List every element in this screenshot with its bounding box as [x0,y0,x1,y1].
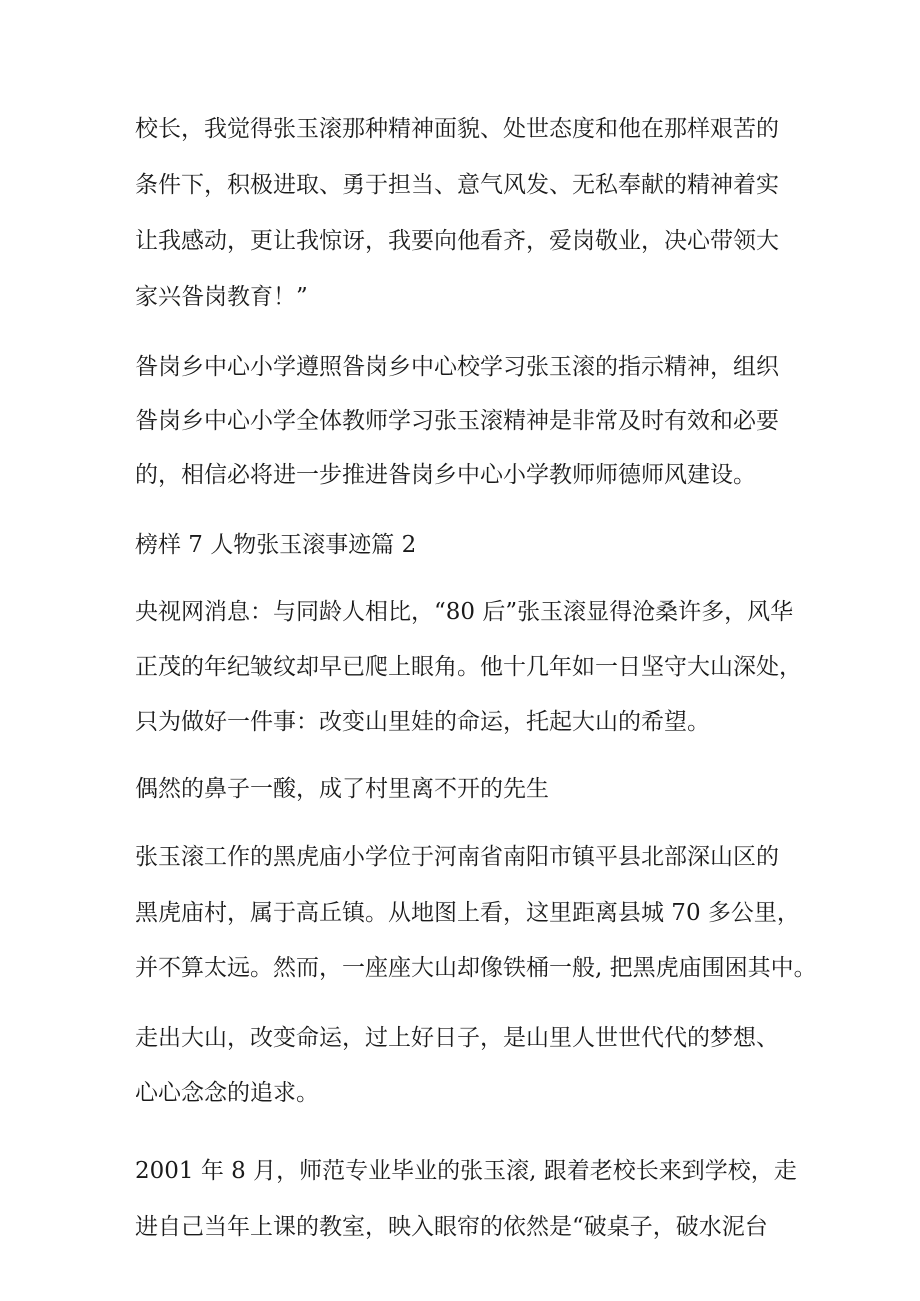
paragraph-line: 张玉滚工作的黑虎庙小学位于河南省南阳市镇平县北部深山区的 [135,844,779,870]
section-title: 榜样 7 人物张玉滚事迹篇 2 [135,532,417,558]
paragraph-line: 家兴昝岗教育！” [135,284,308,310]
paragraph-line: 昝岗乡中心小学遵照昝岗乡中心校学习张玉滚的指示精神，组织 [135,354,779,380]
paragraph-line: 心心念念的追求。 [135,1080,319,1106]
paragraph-line: 央视网消息：与同龄人相比，“80 后”张玉滚显得沧桑许多，风华 [135,599,794,625]
paragraph-line: 并不算太远。然而，一座座大山却像铁桶一般, 把黑虎庙围困其中。 [135,955,817,981]
paragraph-line: 只为做好一件事：改变山里娃的命运，托起大山的希望。 [135,709,710,735]
paragraph-line: 走出大山，改变命运，过上好日子，是山里人世世代代的梦想、 [135,1025,779,1051]
paragraph-line: 昝岗乡中心小学全体教师学习张玉滚精神是非常及时有效和必要 [135,408,779,434]
paragraph-line: 条件下，积极进取、勇于担当、意气风发、无私奉献的精神着实 [135,172,779,198]
paragraph-line: 的，相信必将进一步推进昝岗乡中心小学教师师德师风建设。 [135,462,756,488]
subheading-title: 偶然的鼻子一酸，成了村里离不开的先生 [135,776,549,802]
paragraph-line: 校长，我觉得张玉滚那种精神面貌、处世态度和他在那样艰苦的 [135,116,779,142]
paragraph-line: 让我感动，更让我惊讶，我要向他看齐，爱岗敬业，决心带领大 [135,228,779,254]
paragraph-line: 进自己当年上课的教室，映入眼帘的依然是“破桌子，破水泥台 [135,1214,768,1240]
paragraph-line: 正茂的年纪皱纹却早已爬上眼角。他十几年如一日坚守大山深处， [135,654,802,680]
paragraph-line: 2001 年 8 月，师范专业毕业的张玉滚, 跟着老校长来到学校，走 [135,1158,797,1184]
paragraph-line: 黑虎庙村，属于高丘镇。从地图上看，这里距离县城 70 多公里， [135,900,800,926]
